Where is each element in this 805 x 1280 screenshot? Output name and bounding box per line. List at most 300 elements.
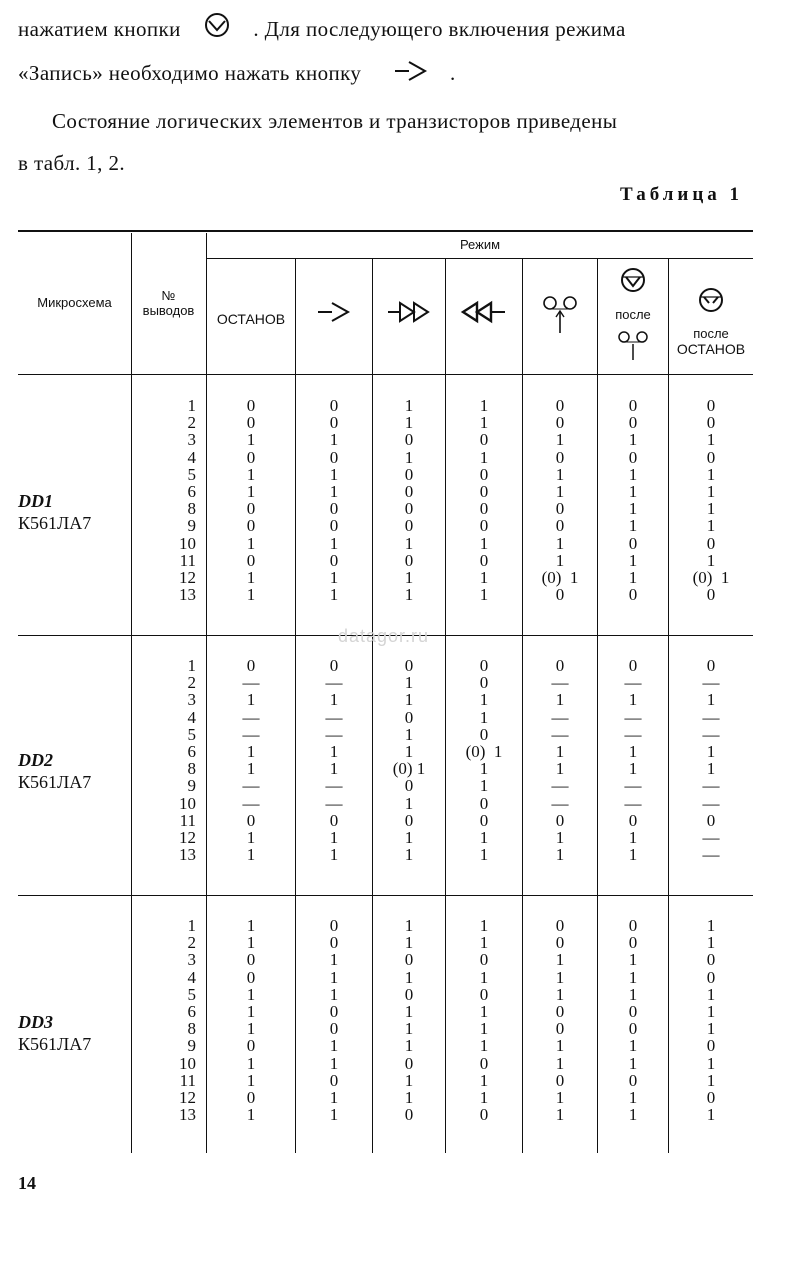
table-cell: 0 [404,776,414,796]
table-cell: 1 [404,933,414,953]
table-cell: 1 [246,933,256,953]
table-cell: 0 [706,585,716,605]
pin-number: 3 [187,430,196,450]
table-cell: 1 [246,464,256,484]
table-cell: 1 [404,396,414,415]
table-cell: — [702,673,720,693]
table-cell: 0 [628,656,638,675]
table-cell: 1 [329,533,339,553]
table-cell: 0 [404,464,414,484]
table-cell: — [242,707,260,727]
table-cell: 1 [404,673,414,693]
table-cell: 1 [706,690,716,710]
table-cell: 0 [329,396,339,415]
mode-header-rule [207,258,753,259]
table-cell: 1 [404,533,414,553]
table-cell: 1 [246,1105,256,1125]
table-cell: — [702,793,720,813]
pin-number: 8 [187,1019,196,1039]
table-cell: 1 [404,1070,414,1090]
table-cell: 1 [329,742,339,761]
pin-number: 1 [187,396,196,415]
pin-number: 6 [187,482,196,501]
table-cell: 0 [329,656,339,675]
table-cell: 0 [706,396,716,415]
table-cell: 0 [479,482,489,501]
pin-number: 1 [187,656,196,675]
table-cell: 0 [479,984,489,1004]
table-top-rule [18,230,753,232]
pin-number: 8 [187,759,196,779]
table-cell: — [551,724,569,744]
table-cell: 0 [706,447,716,467]
table-cell: 1 [246,916,256,935]
table-cell: 1 [404,413,414,433]
table-cell: 1 [404,690,414,710]
table-cell: 1 [555,967,565,987]
table-cell: 1 [329,828,339,847]
pin-number: 5 [187,984,196,1004]
table-cell: 0 [555,396,565,415]
pin-number: 13 [179,585,196,605]
table-cell: 0 [555,1002,565,1021]
table-cell: 1 [246,482,256,501]
table-cell: 0 [404,810,414,830]
table-cell: 0 [479,516,489,536]
table-cell: 0 [555,585,565,605]
table-cell: 0 [628,447,638,467]
paragraph-line-1 [18,8,758,52]
table-cell: 1 [246,845,256,865]
column-rule [131,233,132,1153]
table-cell: 0 [706,1036,716,1056]
table-cell: 1 [479,933,489,953]
table-cell: 1 [246,759,256,779]
table-cell: — [242,724,260,744]
chip-designator: DD1 [18,491,53,511]
table-cell: 1 [404,742,414,761]
table-cell: 0 [479,499,489,519]
table-cell: 0 [555,916,565,935]
table-cell: 0 [706,950,716,970]
table-cell: 1 [246,742,256,761]
table-cell: — [624,793,642,813]
pin-number: 6 [187,742,196,761]
table-cell: 1 [329,585,339,605]
table-cell: 1 [706,759,716,779]
table-cell: 1 [479,396,489,415]
table-cell: 1 [628,550,638,570]
table-cell: (0) 1 [392,759,426,779]
pin-number: 3 [187,950,196,970]
table-cell: — [325,707,343,727]
table-cell: 0 [628,933,638,953]
pin-number: 4 [187,967,196,987]
table-cell: 1 [246,690,256,710]
table-cell: 1 [706,430,716,450]
table-cell: 1 [555,1036,565,1056]
pin-number: 11 [179,550,196,570]
table-cell: 1 [628,984,638,1004]
table-cell: 1 [479,1070,489,1090]
header-after-2: после [693,326,729,341]
table-cell: 1 [479,967,489,987]
chip-designator: DD2 [18,750,53,770]
table-cell: 0 [404,550,414,570]
table-cell: 0 [628,585,638,605]
text-run: . [449,61,456,86]
table-cell: — [242,776,260,796]
table-cell: 1 [628,516,638,536]
table-cell: 1 [628,1105,638,1125]
table-cell: 1 [555,845,565,865]
table-cell: 1 [404,845,414,865]
table-cell: — [551,776,569,796]
table-cell: 1 [628,482,638,501]
table-cell: 0 [479,656,489,675]
table-cell: 1 [555,984,565,1004]
table-cell: 1 [555,533,565,553]
table-reference-paragraph [18,100,758,184]
table-cell: 0 [628,810,638,830]
table-cell: 1 [706,499,716,519]
header-stop-2: ОСТАНОВ [676,341,746,357]
pin-number: 10 [179,1053,196,1073]
pin-number: 9 [187,776,196,796]
tape-reels-small-icon [598,328,668,366]
table-cell: 1 [479,413,489,433]
table-cell: 0 [555,1070,565,1090]
table-cell: 0 [628,396,638,415]
table-cell: 0 [246,516,256,536]
text-run: . Для последующего включения режима [253,17,626,41]
pin-number: 9 [187,516,196,536]
table-cell: 1 [706,1002,716,1021]
table-cell: 0 [404,656,414,675]
table-cell: 0 [404,430,414,450]
group-label-dd1 [18,490,91,534]
table-cell: 1 [404,724,414,744]
table-cell: 0 [479,1105,489,1125]
table-cell: 1 [628,742,638,761]
table-cell: 1 [628,464,638,484]
chip-type: К561ЛА7 [18,513,92,533]
table-cell: 0 [555,933,565,953]
table-cell: 0 [706,533,716,553]
tape-reels-icon [523,293,597,341]
table-cell: 1 [246,1070,256,1090]
table-cell: 1 [555,430,565,450]
table-cell: 1 [329,967,339,987]
table-cell: — [624,724,642,744]
table-cell: 0 [329,413,339,433]
table-caption: Таблица 1 [620,184,744,205]
text-run: нажатием кнопки [18,17,181,41]
pin-number: 4 [187,707,196,727]
table-cell: 1 [706,916,716,935]
page-number: 14 [18,1173,36,1193]
table-cell: 1 [706,464,716,484]
pin-number: 4 [187,447,196,467]
table-cell: 1 [706,1053,716,1073]
table-cell: 1 [246,1002,256,1021]
table-cell: 1 [628,499,638,519]
table-cell: 1 [479,845,489,865]
table-cell: 1 [555,550,565,570]
table-cell: 1 [246,1019,256,1039]
table-cell: 1 [555,1105,565,1125]
table-cell: 1 [404,1019,414,1039]
table-cell: 1 [479,759,489,779]
table-cell: 0 [329,916,339,935]
paragraph-line-3: Состояние логических элементов и транзисторов приведены [52,109,618,133]
table-cell: 1 [246,568,256,587]
chip-type: К561ЛА7 [18,772,92,792]
group-label-dd2 [18,749,91,793]
table-cell: 1 [404,916,414,935]
header-pins-no: № [161,288,176,303]
table-cell: 1 [479,585,489,605]
table-cell: 0 [246,1088,256,1107]
table-cell: 0 [706,967,716,987]
table-cell: 0 [329,1019,339,1039]
table-cell: 0 [479,950,489,970]
table-cell: 1 [404,967,414,987]
table-cell: 0 [555,516,565,536]
table-cell: 1 [329,984,339,1004]
table-cell: 1 [329,950,339,970]
table-cell: 0 [628,916,638,935]
table-cell: 1 [555,742,565,761]
table-cell: 1 [246,430,256,450]
paragraph-line-2 [18,52,758,96]
table-cell: 0 [329,516,339,536]
table-cell: 0 [706,810,716,830]
table-cell: 1 [628,845,638,865]
table-cell: 0 [628,1019,638,1039]
table-cell: 0 [628,1002,638,1021]
table-cell: (0) 1 [692,568,730,587]
group-label-dd3 [18,1011,91,1055]
table-cell: — [624,776,642,796]
table-cell: — [551,673,569,693]
table-cell: 0 [479,724,489,744]
table-cell: 1 [479,568,489,587]
table-cell: 0 [404,482,414,501]
pin-number: 11 [179,1070,196,1090]
table-cell: — [242,673,260,693]
pin-number: 8 [187,499,196,519]
header-after: после [615,307,651,322]
table-cell: 1 [479,1002,489,1021]
table-cell: 0 [404,707,414,727]
table-cell: 1 [246,585,256,605]
table-cell: 0 [329,1002,339,1021]
table-cell: 0 [404,1105,414,1125]
table-cell: 1 [479,707,489,727]
table-cell: 0 [628,533,638,553]
table-cell: 0 [479,673,489,693]
table-cell: — [702,828,720,847]
record-button-icon [393,54,429,96]
table-cell: 1 [479,447,489,467]
pin-number: 6 [187,1002,196,1021]
table-cell: 1 [479,1088,489,1107]
table-cell: 1 [706,1070,716,1090]
table-cell: (0) 1 [541,568,579,587]
table-cell: 1 [404,828,414,847]
table-cell: 0 [329,933,339,953]
fast-forward-icon [373,300,445,328]
table-cell: 1 [329,1105,339,1125]
header-bottom-rule [18,374,753,375]
pin-number: 3 [187,690,196,710]
table-cell: 1 [628,759,638,779]
table-cell: 1 [329,568,339,587]
table-cell: 0 [329,550,339,570]
table-cell: 1 [404,1088,414,1107]
chip-type: К561ЛА7 [18,1034,92,1054]
table-cell: 1 [555,464,565,484]
table-cell: 1 [479,1019,489,1039]
table-cell: 0 [404,1053,414,1073]
chip-designator: DD3 [18,1012,53,1032]
watermark: datagor.ru [338,626,430,646]
table-cell: 0 [555,499,565,519]
table-cell: 0 [628,413,638,433]
table-cell: 1 [329,430,339,450]
table-cell: 1 [555,1088,565,1107]
table-cell: 1 [555,690,565,710]
table-cell: 1 [404,1036,414,1056]
pin-number: 13 [179,845,196,865]
table-cell: — [624,673,642,693]
table-cell: — [242,793,260,813]
table-cell: 1 [404,1002,414,1021]
table-cell: 0 [479,430,489,450]
table-cell: 1 [706,550,716,570]
table-cell: 0 [404,516,414,536]
table-cell: 0 [329,447,339,467]
header-stop: ОСТАНОВ [216,311,286,327]
table-cell: 0 [246,810,256,830]
table-cell: 1 [628,828,638,847]
table-cell: 1 [706,984,716,1004]
table-cell: 0 [404,950,414,970]
table-cell: 1 [706,482,716,501]
table-cell: 1 [246,1053,256,1073]
play-icon [296,300,372,328]
table-cell: 1 [555,482,565,501]
record-icon [598,266,668,298]
table-cell: 0 [479,464,489,484]
pin-number: 1 [187,916,196,935]
table-cell: 0 [555,810,565,830]
table-cell: 0 [329,1070,339,1090]
table-cell: — [325,776,343,796]
pin-number: 2 [187,673,196,693]
table-cell: 1 [479,690,489,710]
table-cell: 1 [628,568,638,587]
table-cell: 1 [329,1088,339,1107]
pin-number: 9 [187,1036,196,1056]
table-cell: 1 [706,933,716,953]
header-mode: Режим [459,237,501,252]
table-cell: — [325,724,343,744]
pin-number: 11 [179,810,196,830]
paragraph-line-4: в табл. 1, 2. [18,151,126,175]
pin-number: 10 [179,793,196,813]
table-cell: 1 [706,1105,716,1125]
header-chip: Микросхема [37,295,112,310]
table-cell: 0 [706,413,716,433]
table-cell: 1 [628,967,638,987]
table-cell: 1 [555,1053,565,1073]
table-cell: 0 [246,950,256,970]
table-cell: 0 [404,499,414,519]
table-cell: 0 [479,810,489,830]
table-cell: 0 [246,550,256,570]
table-cell: 1 [329,845,339,865]
table-cell: 1 [404,447,414,467]
pin-number: 13 [179,1105,196,1125]
pin-number: 5 [187,724,196,744]
table-cell: 0 [706,656,716,675]
pin-number: 12 [179,1088,196,1107]
table-cell: 1 [628,1036,638,1056]
table-cell: 0 [555,413,565,433]
table-cell: 1 [246,984,256,1004]
pin-number: 10 [179,533,196,553]
table-cell: 1 [246,828,256,847]
table-cell: 1 [479,776,489,796]
table-cell: 1 [329,690,339,710]
table-cell: 1 [329,759,339,779]
intro-paragraph [18,8,758,96]
group-divider [18,895,753,896]
table-cell: 1 [479,533,489,553]
table-cell: 0 [246,413,256,433]
table-cell: 1 [329,1036,339,1056]
header-pins: выводов [142,303,195,318]
rewind-icon [446,300,522,328]
table-cell: 1 [404,568,414,587]
table-cell: — [702,707,720,727]
pin-number: 12 [179,828,196,847]
table-cell: 0 [555,447,565,467]
table-cell: 1 [404,585,414,605]
pin-number: 2 [187,413,196,433]
table-cell: — [325,793,343,813]
table-cell: 0 [706,1088,716,1107]
table-cell: 1 [706,516,716,536]
table-cell: 0 [246,1036,256,1056]
table-cell: 0 [329,810,339,830]
table-cell: — [551,793,569,813]
table-cell: — [702,724,720,744]
table-cell: 1 [628,690,638,710]
table-cell: — [325,673,343,693]
table-cell: 1 [479,916,489,935]
table-cell: 0 [404,984,414,1004]
table-cell: 1 [555,950,565,970]
pin-number: 12 [179,568,196,587]
table-cell: 1 [628,1088,638,1107]
table-cell: — [551,707,569,727]
text-run: «Запись» необходимо нажать кнопку [18,61,362,86]
table-cell: 1 [329,482,339,501]
table-cell: 1 [555,828,565,847]
